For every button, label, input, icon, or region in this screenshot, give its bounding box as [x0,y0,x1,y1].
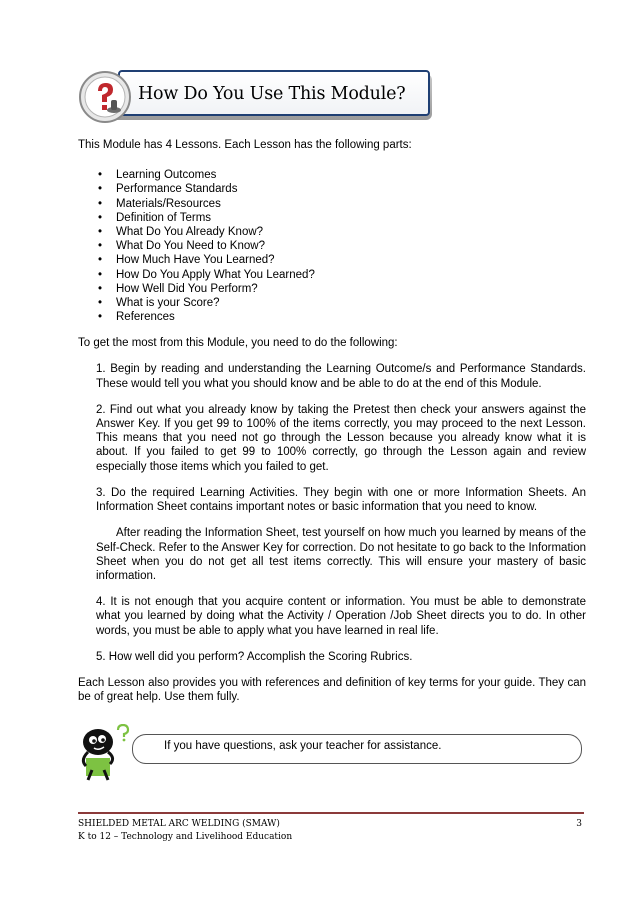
page-number: 3 [576,819,582,829]
step-paragraph: 5. How well did you perform? Accomplish the Scoring Rubrics. [96,650,413,663]
list-item: • Definition of Terms [98,211,586,225]
step-paragraph: 4. It is not enough that you acquire content or information. You must be able to demonstrate what you learned by doing what the Activity / Operation /Job Sheet directs you to do. In other words, you must be able to apply what you have learned in real life. [96,596,586,637]
step-paragraph: 2. Find out what you already know by taking the Pretest then check your answers against the Answer Key. If you get 99 to 100% of the items correctly, you may proceed to the next Lesson. This means that you need not go through the Lesson because you already know what it is about. If you failed to get 99 to 100% correctly, go through the Lesson again and review especially those items which you failed to get. [96,403,586,473]
list-item: • Learning Outcomes [98,168,586,182]
teacher-note [74,724,584,784]
module-body [78,138,586,704]
list-item: • What Do You Already Know? [98,225,586,239]
list-item: • How Well Did You Perform? [98,282,586,296]
lesson-parts-list [98,168,586,324]
closing-paragraph: Each Lesson also provides you with references and definition of key terms for your guide. They can be of great help. Use them fully. [78,676,586,704]
list-item: • How Much Have You Learned? [98,253,586,267]
note-text: If you have questions, ask your teacher for assistance. [164,740,442,752]
step-paragraph: 1. Begin by reading and understanding the Learning Outcome/s and Performance Standards. These would tell you what you should know and be able to do at the end of this Module. [96,363,586,390]
list-item: • What is your Score? [98,296,586,310]
thinking-character-icon [74,724,134,782]
list-item: • Performance Standards [98,182,586,196]
step-paragraph: After reading the Information Sheet, test yourself on how much you learned by means of the Self-Check. Refer to the Answer Key for correction. Do not hesitate to go back to the Information Sheet when you do not get all test items correctly. This will ensure your mastery of basic information. [96,527,586,582]
step-paragraph: 3. Do the required Learning Activities. They begin with one or more Information Sheets. An Information Sheet contains important notes or basic information that you need to know. [96,486,586,514]
footer-program: K to 12 – Technology and Livelihood Education [78,832,293,842]
list-item: • What Do You Need to Know? [98,239,586,253]
page-title: How Do You Use This Module? [138,84,406,104]
list-item: • References [98,310,586,324]
module-title-banner [78,70,432,120]
instructions-lead: To get the most from this Module, you need to do the following: [78,337,398,350]
footer-course-title: SHIELDED METAL ARC WELDING (SMAW) [78,819,280,829]
list-item: • Materials/Resources [98,197,586,211]
list-item: • How Do You Apply What You Learned? [98,268,586,282]
footer-divider [78,812,584,814]
question-mark-icon [78,70,132,124]
intro-text: This Module has 4 Lessons. Each Lesson has the following parts: [78,139,412,151]
